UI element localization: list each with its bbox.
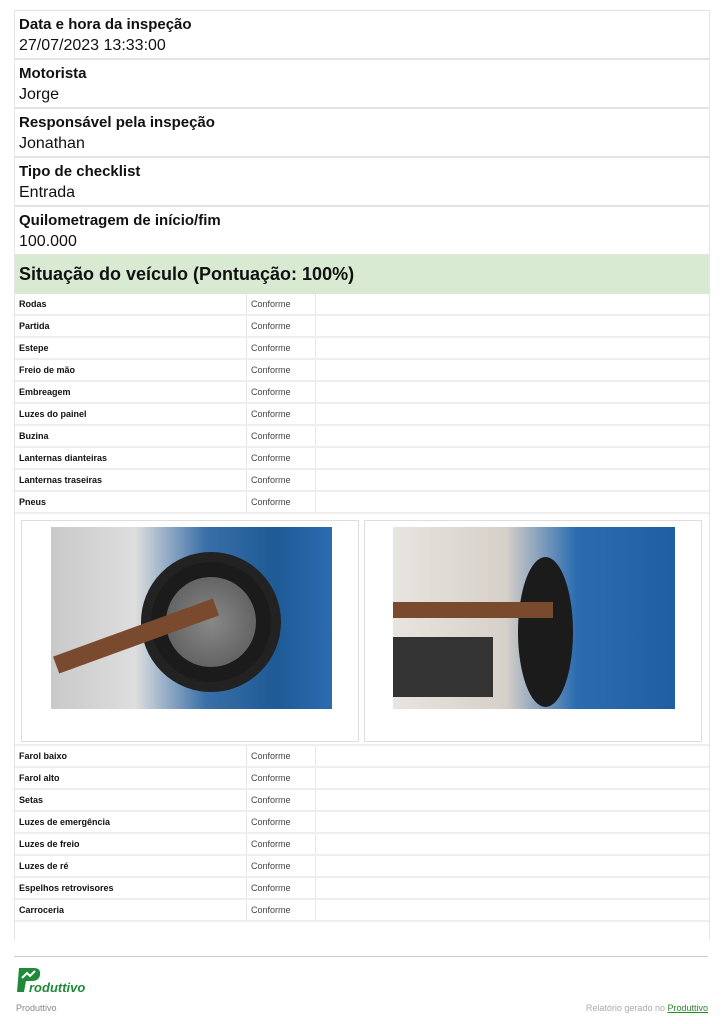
item-notes	[316, 878, 709, 898]
table-row	[15, 856, 709, 878]
report	[14, 10, 710, 940]
item-notes	[316, 768, 709, 788]
item-status: Conforme	[247, 834, 316, 854]
item-notes	[316, 492, 709, 512]
info-label: Data e hora da inspeção	[19, 16, 192, 33]
svg-text:roduttivo: roduttivo	[29, 980, 86, 995]
photo-frame[interactable]	[21, 520, 359, 742]
item-status: Conforme	[247, 878, 316, 898]
info-value: Entrada	[19, 184, 76, 201]
table-row	[15, 360, 709, 382]
item-status: Conforme	[247, 900, 316, 920]
item-name: Luzes de ré	[15, 856, 247, 876]
item-notes	[316, 426, 709, 446]
checklist-table-b	[15, 746, 709, 922]
item-name: Farol baixo	[15, 746, 247, 766]
table-row	[15, 834, 709, 856]
item-name: Partida	[15, 316, 247, 336]
photo-frame[interactable]	[364, 520, 702, 742]
item-status: Conforme	[247, 470, 316, 490]
item-notes	[316, 746, 709, 766]
item-status: Conforme	[247, 812, 316, 832]
item-name: Espelhos retrovisores	[15, 878, 247, 898]
table-row	[15, 900, 709, 922]
item-name: Buzina	[15, 426, 247, 446]
item-name: Lanternas dianteiras	[15, 448, 247, 468]
item-status: Conforme	[247, 768, 316, 788]
item-notes	[316, 404, 709, 424]
item-status: Conforme	[247, 338, 316, 358]
info-field	[15, 157, 709, 206]
info-field	[15, 206, 709, 255]
item-notes	[316, 812, 709, 832]
info-label: Motorista	[19, 65, 87, 82]
item-name: Carroceria	[15, 900, 247, 920]
item-status: Conforme	[247, 316, 316, 336]
item-notes	[316, 338, 709, 358]
produttivo-logo	[16, 966, 90, 1001]
section-header: Situação do veículo (Pontuação: 100%)	[15, 255, 709, 294]
item-status: Conforme	[247, 790, 316, 810]
table-row	[15, 382, 709, 404]
item-name: Pneus	[15, 492, 247, 512]
info-label: Tipo de checklist	[19, 163, 141, 180]
item-name: Farol alto	[15, 768, 247, 788]
item-name: Embreagem	[15, 382, 247, 402]
item-name: Luzes de freio	[15, 834, 247, 854]
info-field	[15, 108, 709, 157]
item-status: Conforme	[247, 856, 316, 876]
info-label: Quilometragem de início/fim	[19, 212, 221, 229]
tire-photo[interactable]	[393, 527, 675, 709]
item-name: Freio de mão	[15, 360, 247, 380]
item-notes	[316, 900, 709, 920]
table-row	[15, 294, 709, 316]
footer-divider	[14, 956, 708, 957]
info-field	[15, 59, 709, 108]
item-notes	[316, 316, 709, 336]
info-value: 27/07/2023 13:33:00	[19, 37, 166, 54]
item-name: Rodas	[15, 294, 247, 314]
item-notes	[316, 448, 709, 468]
generated-text: Relatório gerado no	[585, 1003, 668, 1013]
item-name: Luzes do painel	[15, 404, 247, 424]
item-name: Luzes de emergência	[15, 812, 247, 832]
item-status: Conforme	[247, 382, 316, 402]
produttivo-link[interactable]: Produttivo	[667, 1003, 708, 1013]
item-notes	[316, 294, 709, 314]
item-notes	[316, 470, 709, 490]
table-row	[15, 790, 709, 812]
tire-photo[interactable]	[51, 527, 332, 709]
info-field	[15, 10, 709, 59]
info-value: Jorge	[19, 86, 60, 103]
item-name: Lanternas traseiras	[15, 470, 247, 490]
photo-gallery	[15, 514, 709, 746]
info-value: 100.000	[19, 233, 77, 250]
item-notes	[316, 834, 709, 854]
item-name: Estepe	[15, 338, 247, 358]
item-status: Conforme	[247, 426, 316, 446]
checklist-table-a	[15, 294, 709, 514]
table-row	[15, 492, 709, 514]
item-name: Setas	[15, 790, 247, 810]
item-status: Conforme	[247, 294, 316, 314]
table-row	[15, 878, 709, 900]
table-row	[15, 768, 709, 790]
item-notes	[316, 360, 709, 380]
table-row	[15, 812, 709, 834]
table-row	[15, 448, 709, 470]
info-section	[15, 10, 709, 255]
item-status: Conforme	[247, 360, 316, 380]
table-row	[15, 338, 709, 360]
item-status: Conforme	[247, 404, 316, 424]
table-row	[15, 470, 709, 492]
table-row	[15, 746, 709, 768]
table-row	[15, 426, 709, 448]
footer-generated	[586, 1003, 708, 1013]
table-row	[15, 316, 709, 338]
info-label: Responsável pela inspeção	[19, 114, 215, 131]
info-value: Jonathan	[19, 135, 85, 152]
item-notes	[316, 790, 709, 810]
table-row	[15, 404, 709, 426]
item-status: Conforme	[247, 492, 316, 512]
item-status: Conforme	[247, 448, 316, 468]
footer-company: Produttivo	[16, 1003, 57, 1013]
item-status: Conforme	[247, 746, 316, 766]
item-notes	[316, 856, 709, 876]
item-notes	[316, 382, 709, 402]
